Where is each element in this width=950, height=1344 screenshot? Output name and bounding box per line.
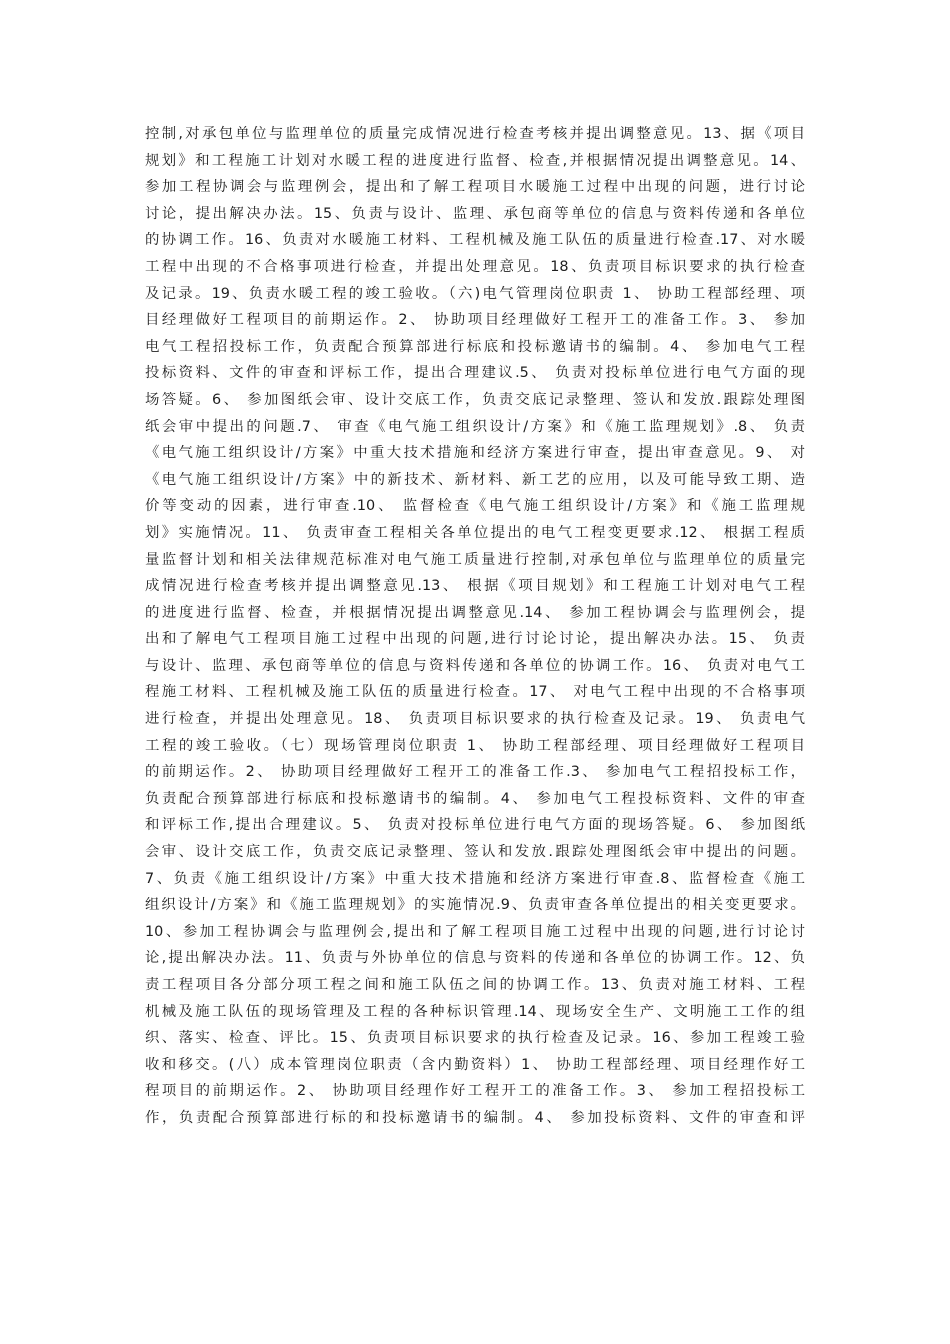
- text-line-30: 组织设计/方案》和《施工监理规划》的实施情况.9、负责审查各单位提出的相关变更要求。: [145, 897, 805, 914]
- text-line-34: 机械及施工队伍的现场管理及工程的各种标识管理.14、现场安全生产、文明施工工作的组: [145, 1003, 805, 1020]
- text-line-13: 《电气施工组织设计/方案》中重大技术措施和经济方案进行审查，提出审查意见。9、 对: [145, 445, 805, 462]
- text-line-14: 《电气施工组织设计/方案》中的新技术、新材料、新工艺的应用，以及可能导致工期、造: [145, 471, 805, 488]
- text-line-9: 电气工程招投标工作，负责配合预算部进行标底和投标邀请书的编制。4、 参加电气工程: [145, 338, 805, 355]
- text-line-29: 7、负责《施工组织设计/方案》中重大技术措施和经济方案进行审查.8、监督检查《施工: [145, 870, 805, 887]
- text-line-27: 和评标工作,提出合理建议。5、 负责对投标单位进行电气方面的现场答疑。6、 参加图纸: [145, 817, 805, 834]
- text-line-15: 价等变动的因素，进行审查.10、 监督检查《电气施工组织设计/方案》和《施工监理规: [145, 498, 805, 515]
- text-line-2: 规划》和工程施工计划对水暖工程的进度进行监督、检查,并根据情况提出调整意见。14、: [145, 152, 805, 169]
- text-line-18: 成情况进行检查考核并提出调整意见.13、 根据《项目规划》和工程施工计划对电气工程: [145, 578, 805, 595]
- text-line-32: 论,提出解决办法。11、负责与外协单位的信息与资料的传递和各单位的协调工作。12、负: [145, 950, 805, 967]
- text-line-23: 进行检查，并提出处理意见。18、 负责项目标识要求的执行检查及记录。19、 负责电气: [145, 711, 805, 728]
- text-line-5: 的协调工作。16、负责对水暖施工材料、工程机械及施工队伍的质量进行检查.17、对水暖: [145, 232, 805, 249]
- text-line-7: 及记录。19、负责水暖工程的竣工验收。（六)电气管理岗位职责 1、 协助工程部经理、项: [145, 285, 805, 302]
- text-line-22: 程施工材料、工程机械及施工队伍的质量进行检查。17、 对电气工程中出现的不合格事项: [145, 684, 805, 701]
- document-body-text: [145, 121, 805, 1132]
- text-line-16: 划》实施情况。11、 负责审查工程相关各单位提出的电气工程变更要求.12、 根据工程质: [145, 524, 805, 541]
- text-line-33: 责工程项目各分部分项工程之间和施工队伍之间的协调工作。13、负责对施工材料、工程: [145, 977, 805, 993]
- text-line-1: 控制,对承包单位与监理单位的质量完成情况进行检查考核并提出调整意见。13、据《项目: [145, 126, 805, 142]
- text-line-36: 收和移交。(八）成本管理岗位职责（含内勤资料）1、 协助工程部经理、项目经理作好工: [145, 1056, 805, 1073]
- text-line-8: 目经理做好工程项目的前期运作。2、 协助项目经理做好工程开工的准备工作。3、 参加: [145, 312, 805, 329]
- text-line-19: 的进度进行监督、检查，并根据情况提出调整意见.14、 参加工程协调会与监理例会，提: [145, 604, 805, 621]
- text-line-21: 与设计、监理、承包商等单位的信息与资料传递和各单位的协调工作。16、 负责对电气工: [145, 657, 805, 674]
- text-line-35: 织、落实、检查、评比。15、负责项目标识要求的执行检查及记录。16、参加工程竣工验: [145, 1030, 805, 1047]
- text-line-4: 讨论，提出解决办法。15、负责与设计、监理、承包商等单位的信息与资料传递和各单位: [145, 205, 805, 222]
- text-line-28: 会审、设计交底工作，负责交底记录整理、签认和发放.跟踪处理图纸会审中提出的问题。: [145, 844, 805, 861]
- text-line-17: 量监督计划和相关法律规范标准对电气施工质量进行控制,对承包单位与监理单位的质量完: [145, 551, 805, 568]
- text-line-11: 场答疑。6、 参加图纸会审、设计交底工作，负责交底记录整理、签认和发放.跟踪处理图: [145, 391, 805, 408]
- text-line-10: 投标资料、文件的审查和评标工作，提出合理建议.5、 负责对投标单位进行电气方面的现: [145, 365, 805, 382]
- text-line-24: 工程的竣工验收。（七）现场管理岗位职责 1、 协助工程部经理、项目经理做好工程项目: [145, 737, 805, 754]
- text-line-6: 工程中出现的不合格事项进行检查，并提出处理意见。18、负责项目标识要求的执行检查: [145, 258, 805, 275]
- text-line-26: 负责配合预算部进行标底和投标邀请书的编制。4、 参加电气工程投标资料、文件的审查: [145, 790, 805, 807]
- text-line-38: 作，负责配合预算部进行标的和投标邀请书的编制。4、 参加投标资料、文件的审查和评: [145, 1109, 805, 1126]
- text-line-37: 程项目的前期运作。2、 协助项目经理作好工程开工的准备工作。3、 参加工程招投标工: [145, 1083, 805, 1100]
- text-line-12: 纸会审中提出的问题.7、 审查《电气施工组织设计/方案》和《施工监理规划》.8、 负责: [145, 418, 805, 435]
- text-line-31: 10、参加工程协调会与监理例会,提出和了解工程项目施工过程中出现的问题,进行讨论讨: [145, 923, 805, 940]
- text-line-20: 出和了解电气工程项目施工过程中出现的问题,进行讨论讨论，提出解决办法。15、 负责: [145, 631, 805, 648]
- text-line-25: 的前期运作。2、 协助项目经理做好工程开工的准备工作.3、 参加电气工程招投标工作，: [145, 764, 805, 781]
- text-line-3: 参加工程协调会与监理例会，提出和了解工程项目水暖施工过程中出现的问题，进行讨论: [145, 179, 805, 196]
